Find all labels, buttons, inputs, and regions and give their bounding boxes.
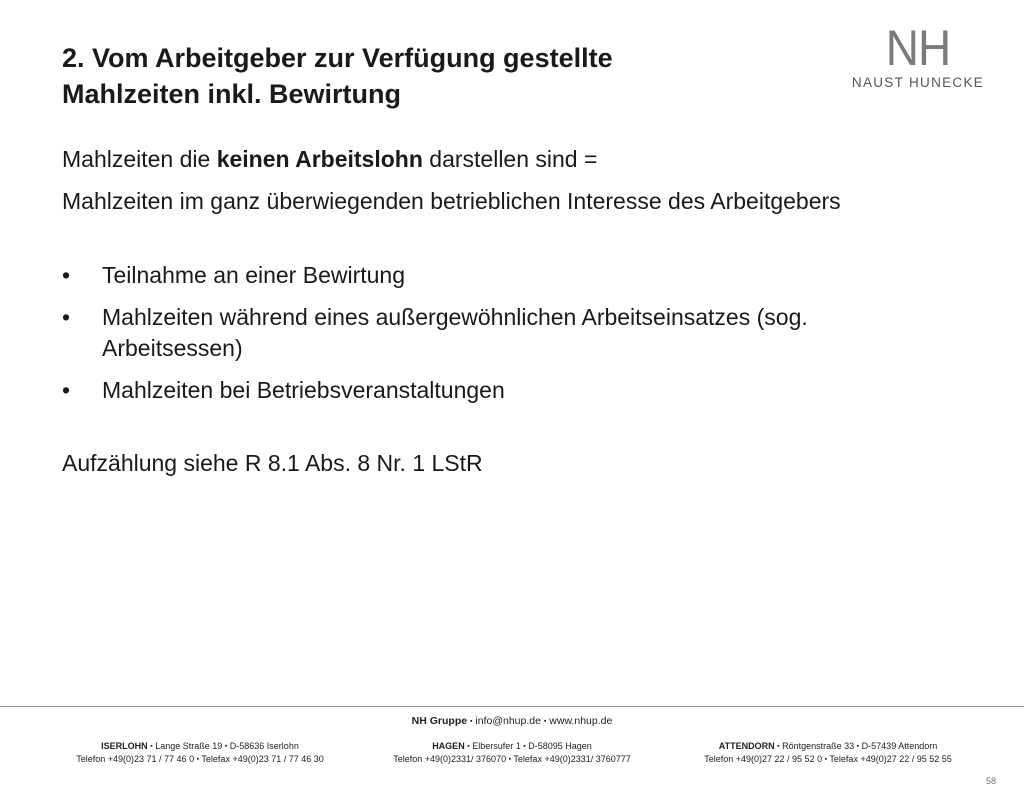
logo-mark: NH — [885, 20, 951, 76]
office-fax: Telefax +49(0)2331/ 3760777 — [513, 754, 631, 764]
office-phone: Telefon +49(0)2331/ 376070 — [393, 754, 507, 764]
office-street: Lange Straße 19 — [155, 741, 223, 751]
office-hagen — [352, 740, 672, 766]
legal-reference: Aufzählung siehe R 8.1 Abs. 8 Nr. 1 LStR — [62, 450, 483, 476]
separator-icon: ▪ — [824, 756, 828, 763]
office-phone: Telefon +49(0)27 22 / 95 52 0 — [704, 754, 823, 764]
footer-divider — [0, 706, 1024, 707]
office-postal: D-57439 Attendorn — [861, 741, 938, 751]
separator-icon: ▪ — [470, 718, 473, 725]
office-city: ISERLOHN — [101, 741, 148, 751]
office-street: Röntgenstraße 33 — [782, 741, 855, 751]
bullet-icon: • — [62, 304, 71, 330]
office-address-line — [668, 740, 988, 753]
bullet-item — [62, 302, 942, 364]
slide-title-line-1: 2. Vom Arbeitgeber zur Verfügung gestellte — [62, 43, 613, 73]
slide-content — [62, 144, 942, 479]
separator-icon: ▪ — [508, 756, 512, 763]
separator-icon: ▪ — [150, 743, 153, 750]
page-number: 58 — [986, 776, 997, 786]
office-address-line — [40, 740, 360, 753]
office-fax: Telefax +49(0)23 71 / 77 46 30 — [201, 754, 324, 764]
interest-statement: Mahlzeiten im ganz überwiegenden betrieblichen Interesse des Arbeitgebers — [62, 188, 841, 214]
intro-prefix: Mahlzeiten die — [62, 146, 217, 172]
office-street: Elbersufer 1 — [472, 741, 521, 751]
office-phone: Telefon +49(0)23 71 / 77 46 0 — [76, 754, 195, 764]
bullet-text: Teilnahme an einer Bewirtung — [102, 262, 406, 288]
office-address-line — [352, 740, 672, 753]
separator-icon: ▪ — [856, 743, 860, 750]
bullet-item — [62, 260, 942, 291]
bullet-list — [62, 260, 942, 406]
intro-suffix: darstellen sind = — [422, 146, 598, 172]
separator-icon: ▪ — [196, 756, 200, 763]
office-city: HAGEN — [432, 741, 465, 751]
footer-contact-line — [0, 714, 1024, 729]
separator-icon: ▪ — [777, 743, 780, 750]
intro-emphasis: keinen Arbeitslohn — [216, 146, 423, 172]
office-phone-line — [668, 753, 988, 766]
logo-name: NAUST HUNECKE — [851, 75, 985, 90]
office-iserlohn — [40, 740, 360, 766]
slide-title — [62, 40, 802, 112]
naust-hunecke-logo — [833, 22, 1003, 100]
slide-title-line-2: Mahlzeiten inkl. Bewirtung — [62, 79, 402, 109]
office-postal: D-58636 Iserlohn — [229, 741, 299, 751]
office-attendorn — [668, 740, 988, 766]
bullet-text: Mahlzeiten bei Betriebsveranstaltungen — [102, 377, 505, 403]
footer — [0, 712, 1024, 786]
footer-website[interactable]: www.nhup.de — [549, 715, 613, 727]
office-postal: D-58095 Hagen — [528, 741, 592, 751]
bullet-item — [62, 375, 942, 406]
footer-email[interactable]: info@nhup.de — [475, 715, 541, 727]
separator-icon: ▪ — [523, 743, 526, 750]
office-phone-line — [40, 753, 360, 766]
separator-icon: ▪ — [224, 743, 228, 750]
office-city: ATTENDORN — [718, 741, 775, 751]
separator-icon: ▪ — [543, 718, 547, 725]
bullet-text: Mahlzeiten während eines außergewöhnlichen Arbeitseinsatzes (sog. Arbeitsessen) — [102, 304, 808, 361]
office-phone-line — [352, 753, 672, 766]
office-fax: Telefax +49(0)27 22 / 95 52 55 — [829, 754, 952, 764]
separator-icon: ▪ — [467, 743, 470, 750]
bullet-icon: • — [62, 262, 71, 288]
footer-group-name: NH Gruppe — [411, 715, 468, 727]
bullet-icon: • — [62, 377, 71, 403]
intro-statement — [62, 144, 942, 175]
